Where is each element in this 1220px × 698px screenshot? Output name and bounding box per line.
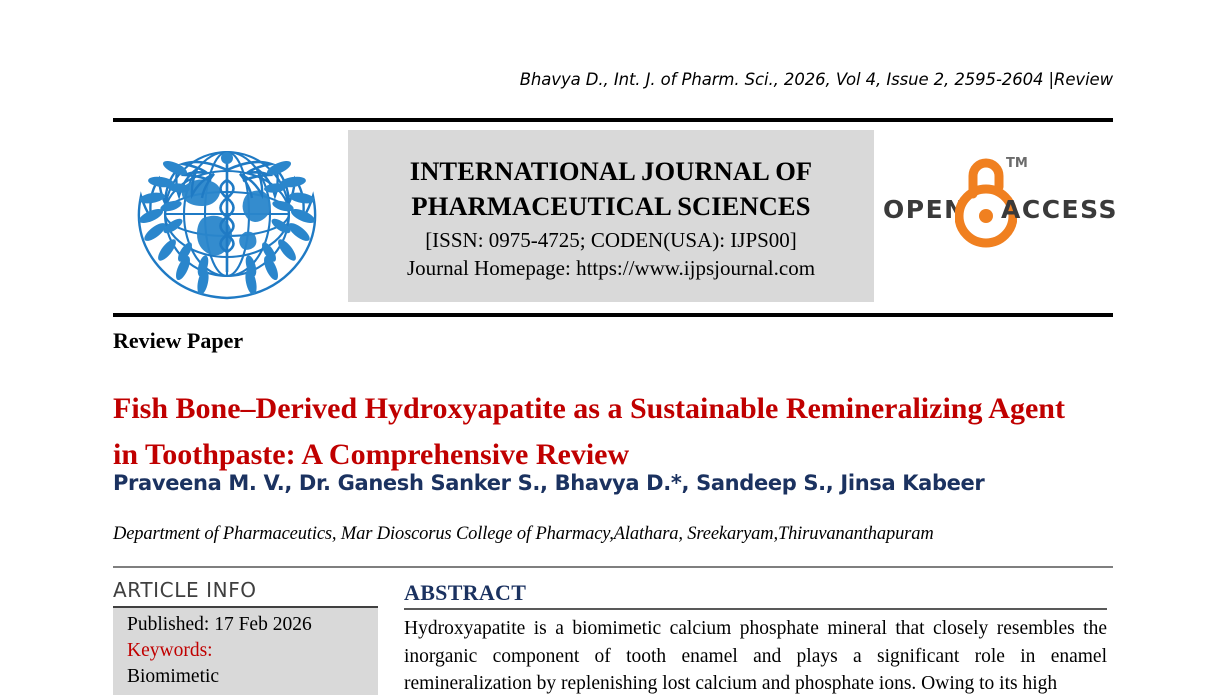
article-info-box [113,606,378,695]
abstract-heading-rule [404,608,1107,610]
open-access-logo [883,148,1119,258]
journal-issn-line: [ISSN: 0975-4725; CODEN(USA): IJPS00] [425,227,797,252]
affiliation-line: Department of Pharmaceutics, Mar Dioscorus College of Pharmacy,Alathara, Sreekaryam,Thiruvananthapuram [113,524,934,544]
abstract-body-text: Hydroxyapatite is a biomimetic calcium phosphate mineral that closely resembles the inorganic component of tooth enamel and plays a significant role in enamel remineralization by replenishing lost calcium and phosphate ions. Owing to its high [404,618,1107,695]
article-info-top-rule [113,566,1113,568]
open-access-open-label: OPEN [883,195,967,224]
journal-name-line-2: PHARMACEUTICAL SCIENCES [411,190,811,221]
journal-name-line-1: INTERNATIONAL JOURNAL OF [409,155,813,186]
open-access-access-label: ACCESS [1001,195,1119,224]
page-title: Fish Bone–Derived Hydroxyapatite as a Sustainable Remineralizing Agent in Toothpaste: A Comprehensive Review [113,392,1065,471]
journal-homepage-line: Journal Homepage: https://www.ijpsjournal.com [406,255,816,280]
keywords-label: Keywords: [127,639,213,661]
journal-title-block [348,130,874,302]
journal-masthead [113,130,1119,305]
journal-emblem-icon [125,132,330,304]
header-bottom-rule [113,313,1113,317]
author-list: Praveena M. V., Dr. Ganesh Sanker S., Bhavya D.*, Sandeep S., Jinsa Kabeer [113,471,985,495]
article-type-label: Review Paper [113,328,244,353]
keyword-item: Biomimetic [127,665,220,687]
header-top-rule [113,118,1113,122]
abstract-heading: ABSTRACT [404,580,527,605]
article-info-heading: ARTICLE INFO [113,578,257,602]
published-date: Published: 17 Feb 2026 [127,614,312,635]
trademark-icon: TM [1006,156,1028,171]
running-head-citation: Bhavya D., Int. J. of Pharm. Sci., 2026, Vol 4, Issue 2, 2595-2604 |Review [519,70,1113,89]
